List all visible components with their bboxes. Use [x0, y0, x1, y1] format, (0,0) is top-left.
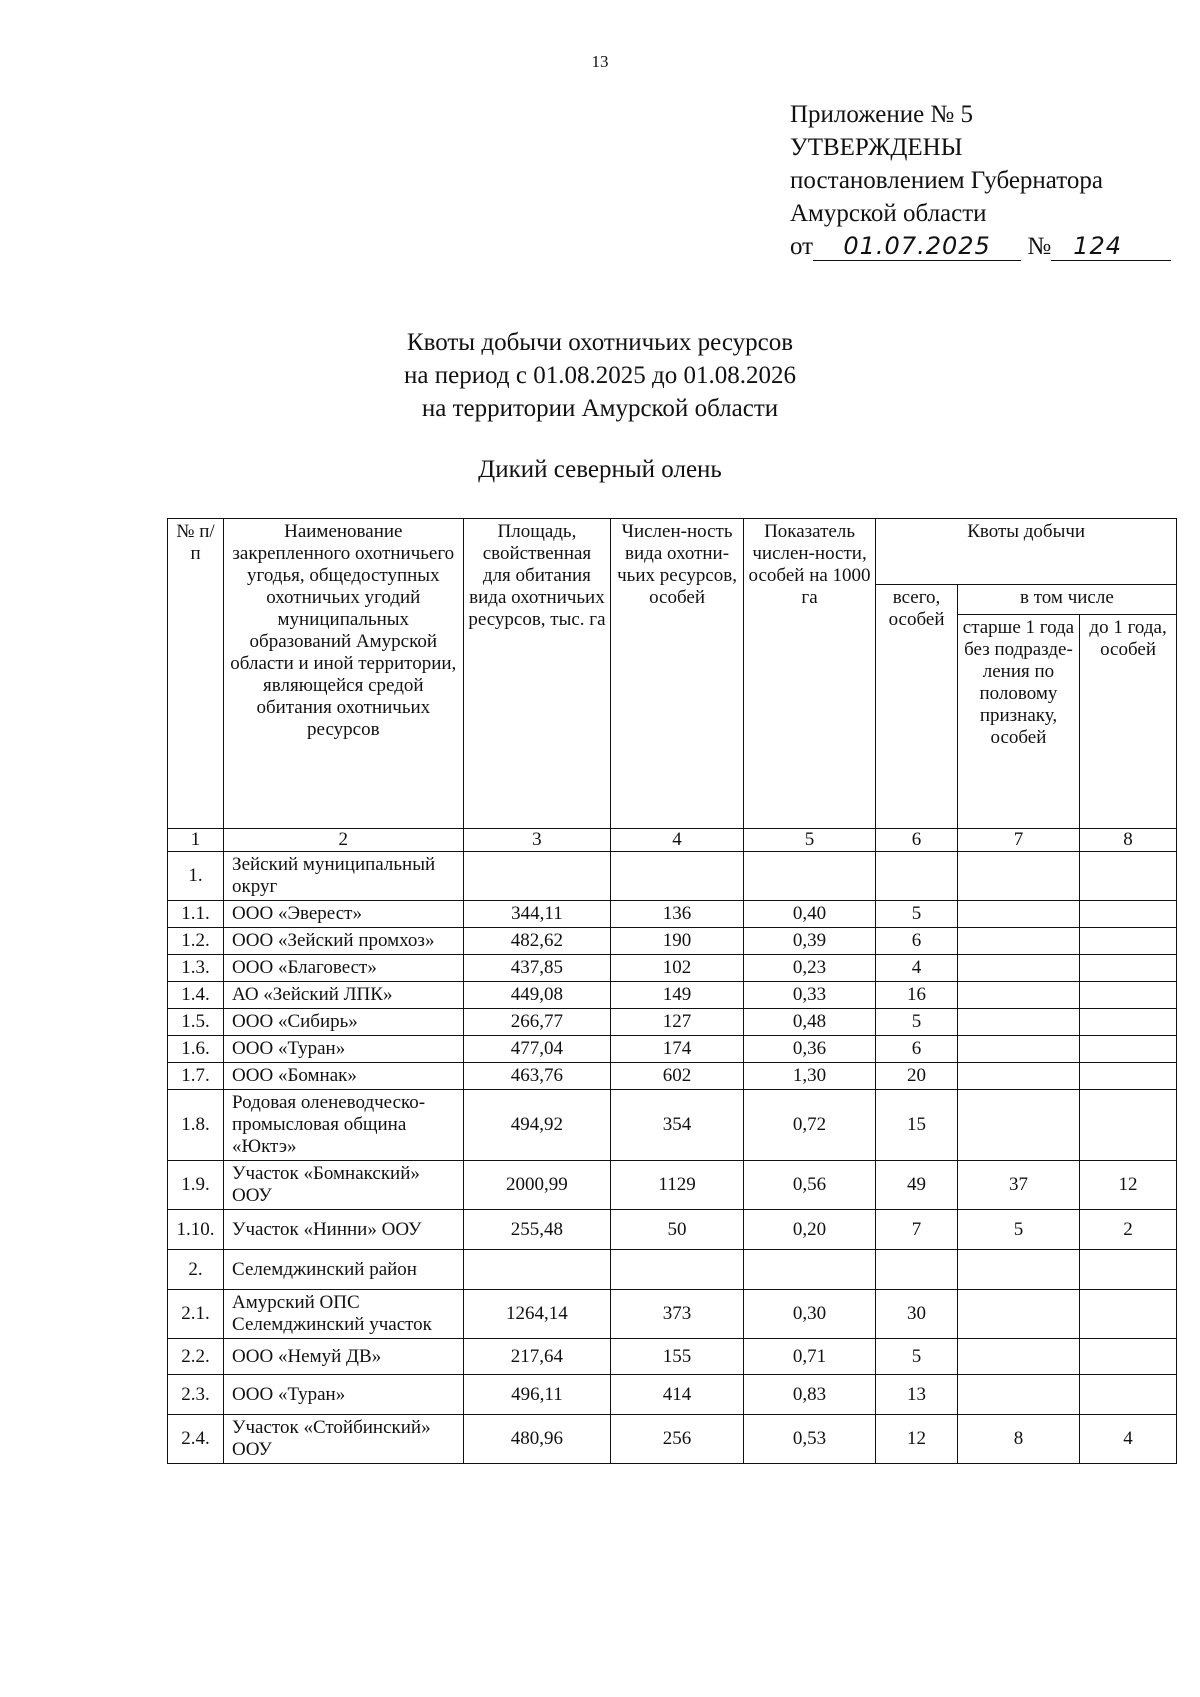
row-total: 5: [876, 1009, 958, 1036]
row-population: [611, 1250, 743, 1290]
row-population: 155: [611, 1339, 743, 1375]
date-prefix: от: [790, 233, 814, 260]
table-row: [168, 1290, 1177, 1339]
row-total: 7: [876, 1210, 958, 1250]
col-number: 2: [224, 829, 464, 852]
row-population: 149: [611, 982, 743, 1009]
row-area: 266,77: [463, 1009, 611, 1036]
row-adult: [957, 852, 1079, 901]
approved-label: УТВЕРЖДЕНЫ: [790, 134, 963, 161]
row-area: 437,85: [463, 955, 611, 982]
table-row: [168, 1375, 1177, 1415]
col-number: 1: [168, 829, 224, 852]
row-adult: [957, 1339, 1079, 1375]
title-line-1: Квоты добычи охотничьих ресурсов: [406, 329, 794, 356]
table-row: [168, 1090, 1177, 1161]
row-total: 6: [876, 928, 958, 955]
header-including: в том числе: [957, 585, 1176, 615]
row-name: ООО «Немуй ДВ»: [224, 1339, 464, 1375]
row-young: [1080, 1090, 1177, 1161]
col-number: 5: [743, 829, 875, 852]
row-num: 1.7.: [168, 1063, 224, 1090]
row-density: [743, 1250, 875, 1290]
row-density: 0,83: [743, 1375, 875, 1415]
row-population: 102: [611, 955, 743, 982]
row-population: [611, 852, 743, 901]
row-adult: [957, 1290, 1079, 1339]
table-row: [168, 982, 1177, 1009]
row-num: 1.4.: [168, 982, 224, 1009]
row-density: 0,30: [743, 1290, 875, 1339]
species-subtitle: Дикий северный олень: [478, 456, 722, 483]
row-density: 0,40: [743, 901, 875, 928]
row-num: 2.1.: [168, 1290, 224, 1339]
row-population: 190: [611, 928, 743, 955]
row-young: [1080, 1063, 1177, 1090]
row-area: [463, 852, 611, 901]
row-total: 4: [876, 955, 958, 982]
row-density: 0,53: [743, 1415, 875, 1464]
row-density: 0,23: [743, 955, 875, 982]
title-line-3: на территории Амурской области: [421, 395, 779, 422]
row-name: Амурский ОПС Селемджинский участок: [224, 1290, 464, 1339]
row-young: [1080, 1339, 1177, 1375]
row-young: 2: [1080, 1210, 1177, 1250]
table-row: [168, 1415, 1177, 1464]
row-name: Участок «Стойбинский» ООУ: [224, 1415, 464, 1464]
col-number: 8: [1080, 829, 1177, 852]
row-num: 1.9.: [168, 1161, 224, 1210]
header-density: Показатель числен-ности, особей на 1000 га: [743, 519, 875, 829]
row-name: ООО «Туран»: [224, 1036, 464, 1063]
row-density: 0,36: [743, 1036, 875, 1063]
handwritten-number: 124: [1051, 232, 1171, 261]
row-name: ООО «Зейский промхоз»: [224, 928, 464, 955]
row-young: [1080, 1036, 1177, 1063]
table-row: [168, 1210, 1177, 1250]
row-num: 1.2.: [168, 928, 224, 955]
row-area: 344,11: [463, 901, 611, 928]
row-name: ООО «Туран»: [224, 1375, 464, 1415]
header-population: Числен-ность вида охотни-чьих ресурсов, особей: [611, 519, 743, 829]
row-density: [743, 852, 875, 901]
column-number-row: [168, 829, 1177, 852]
row-adult: [957, 1063, 1079, 1090]
row-num: 2.3.: [168, 1375, 224, 1415]
row-young: [1080, 1290, 1177, 1339]
row-density: 0,20: [743, 1210, 875, 1250]
approved-by-line1: постановлением Губернатора: [790, 167, 1103, 194]
row-num: 1.6.: [168, 1036, 224, 1063]
row-total: 6: [876, 1036, 958, 1063]
row-density: 0,39: [743, 928, 875, 955]
row-num: 1.: [168, 852, 224, 901]
row-population: 174: [611, 1036, 743, 1063]
row-area: 1264,14: [463, 1290, 611, 1339]
col-number: 3: [463, 829, 611, 852]
row-area: 2000,99: [463, 1161, 611, 1210]
table-row: [168, 1036, 1177, 1063]
row-total: 15: [876, 1090, 958, 1161]
row-young: [1080, 1250, 1177, 1290]
table-row: [168, 1250, 1177, 1290]
col-number: 7: [957, 829, 1079, 852]
row-name: Участок «Нинни» ООУ: [224, 1210, 464, 1250]
header-num: № п/п: [168, 519, 224, 829]
row-area: 494,92: [463, 1090, 611, 1161]
row-total: 30: [876, 1290, 958, 1339]
row-young: [1080, 852, 1177, 901]
row-adult: [957, 901, 1079, 928]
row-num: 1.1.: [168, 901, 224, 928]
row-total: 13: [876, 1375, 958, 1415]
quota-table: [167, 518, 1177, 1464]
row-density: 0,72: [743, 1090, 875, 1161]
handwritten-date: 01.07.2025: [813, 232, 1021, 261]
row-adult: [957, 1036, 1079, 1063]
approved-by-line2: Амурской области: [790, 200, 987, 227]
table-row: [168, 928, 1177, 955]
row-area: 480,96: [463, 1415, 611, 1464]
row-young: 12: [1080, 1161, 1177, 1210]
header-quota: Квоты добычи: [876, 519, 1177, 585]
row-adult: [957, 1009, 1079, 1036]
row-total: 5: [876, 1339, 958, 1375]
table-row: [168, 852, 1177, 901]
annex-label: Приложение № 5: [790, 101, 974, 128]
title-line-2: на период с 01.08.2025 до 01.08.2026: [404, 362, 796, 389]
row-density: 0,56: [743, 1161, 875, 1210]
row-name: ООО «Эверест»: [224, 901, 464, 928]
row-area: 496,11: [463, 1375, 611, 1415]
row-adult: [957, 955, 1079, 982]
row-name: Участок «Бомнакский» ООУ: [224, 1161, 464, 1210]
row-total: 5: [876, 901, 958, 928]
row-num: 1.10.: [168, 1210, 224, 1250]
row-area: 217,64: [463, 1339, 611, 1375]
row-total: [876, 852, 958, 901]
number-sign: №: [1027, 233, 1052, 260]
row-total: 20: [876, 1063, 958, 1090]
row-name: ООО «Сибирь»: [224, 1009, 464, 1036]
row-name: ООО «Благовест»: [224, 955, 464, 982]
document-title: [0, 326, 1200, 425]
row-num: 1.8.: [168, 1090, 224, 1161]
row-num: 2.2.: [168, 1339, 224, 1375]
row-area: 477,04: [463, 1036, 611, 1063]
row-name: Родовая оленеводческо-промысловая община «Юктэ»: [224, 1090, 464, 1161]
table-row: [168, 1063, 1177, 1090]
approval-date-line: [790, 230, 1171, 263]
row-young: [1080, 955, 1177, 982]
row-population: 136: [611, 901, 743, 928]
row-population: 1129: [611, 1161, 743, 1210]
row-num: 1.3.: [168, 955, 224, 982]
row-adult: [957, 1375, 1079, 1415]
row-total: 16: [876, 982, 958, 1009]
row-young: [1080, 928, 1177, 955]
row-young: [1080, 901, 1177, 928]
table-row: [168, 1161, 1177, 1210]
row-name: Зейский муниципальный округ: [224, 852, 464, 901]
row-density: 0,71: [743, 1339, 875, 1375]
row-area: 449,08: [463, 982, 611, 1009]
table-row: [168, 1009, 1177, 1036]
row-population: 127: [611, 1009, 743, 1036]
row-population: 256: [611, 1415, 743, 1464]
row-name: АО «Зейский ЛПК»: [224, 982, 464, 1009]
col-number: 6: [876, 829, 958, 852]
row-adult: 8: [957, 1415, 1079, 1464]
table-row: [168, 955, 1177, 982]
row-young: [1080, 982, 1177, 1009]
header-area: Площадь, свойственная для обитания вида охотничьих ресурсов, тыс. га: [463, 519, 611, 829]
row-population: 602: [611, 1063, 743, 1090]
row-adult: [957, 1090, 1079, 1161]
row-area: 482,62: [463, 928, 611, 955]
row-num: 2.4.: [168, 1415, 224, 1464]
row-total: 12: [876, 1415, 958, 1464]
col-number: 4: [611, 829, 743, 852]
row-population: 414: [611, 1375, 743, 1415]
row-area: 463,76: [463, 1063, 611, 1090]
row-density: 0,33: [743, 982, 875, 1009]
row-adult: 5: [957, 1210, 1079, 1250]
row-adult: [957, 928, 1079, 955]
row-population: 50: [611, 1210, 743, 1250]
row-population: 354: [611, 1090, 743, 1161]
row-adult: 37: [957, 1161, 1079, 1210]
header-adult: старше 1 года без подразде-ления по половому признаку, особей: [957, 615, 1079, 829]
row-young: [1080, 1009, 1177, 1036]
header-young: до 1 года, особей: [1080, 615, 1177, 829]
approval-block: [790, 98, 1171, 263]
row-area: [463, 1250, 611, 1290]
row-adult: [957, 982, 1079, 1009]
row-population: 373: [611, 1290, 743, 1339]
row-area: 255,48: [463, 1210, 611, 1250]
header-name: Наименование закрепленного охотничьего угодья, общедоступных охотничьих угодий муниципальных образований Амурской области и иной территории, являющейся средой обитания охотничьих ресурсов: [224, 519, 464, 829]
table-row: [168, 901, 1177, 928]
table-row: [168, 1339, 1177, 1375]
row-young: 4: [1080, 1415, 1177, 1464]
row-num: 2.: [168, 1250, 224, 1290]
row-total: 49: [876, 1161, 958, 1210]
row-num: 1.5.: [168, 1009, 224, 1036]
row-total: [876, 1250, 958, 1290]
page-number: 13: [591, 52, 609, 71]
row-adult: [957, 1250, 1079, 1290]
row-name: ООО «Бомнак»: [224, 1063, 464, 1090]
row-density: 0,48: [743, 1009, 875, 1036]
row-density: 1,30: [743, 1063, 875, 1090]
row-name: Селемджинский район: [224, 1250, 464, 1290]
header-total: всего, особей: [876, 585, 958, 829]
row-young: [1080, 1375, 1177, 1415]
